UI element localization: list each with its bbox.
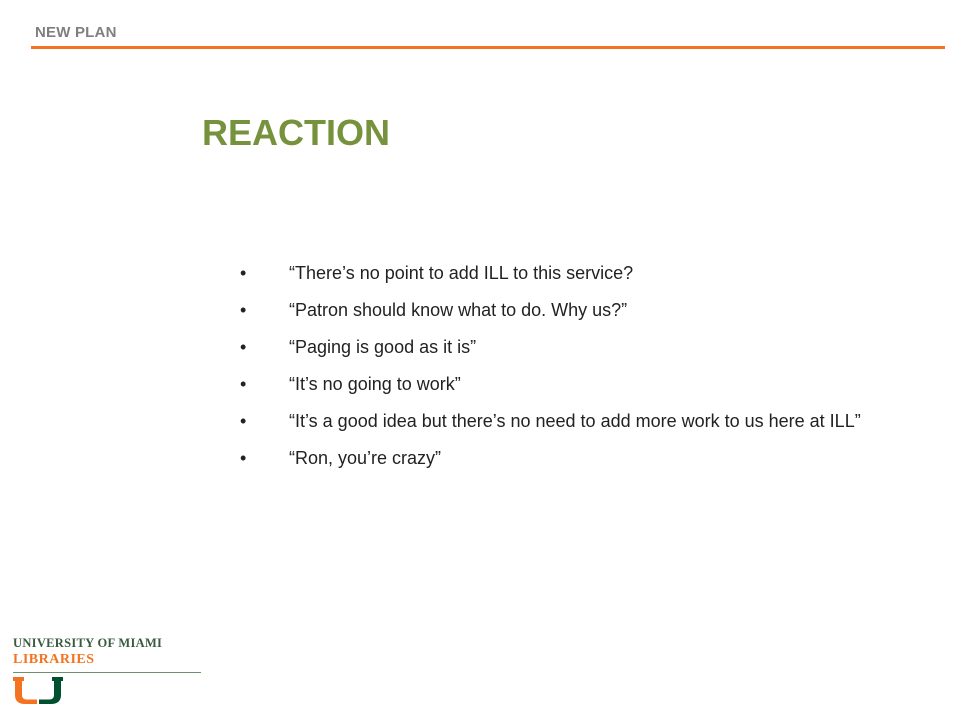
list-item (240, 292, 880, 329)
bullet-list (240, 255, 880, 477)
bullet-text: “Ron, you’re crazy” (289, 448, 442, 468)
section-label: NEW PLAN (35, 24, 117, 41)
list-item (240, 403, 880, 440)
bullet-text: “Patron should know what to do. Why us?” (289, 300, 628, 320)
logo-divider (13, 672, 201, 673)
list-item (240, 366, 880, 403)
bullet-dot: • (240, 374, 247, 394)
logo-university-text: UNIVERSITY OF MIAMI (13, 636, 163, 650)
bullet-text: “It’s no going to work” (289, 374, 461, 394)
bullet-text: “It’s a good idea but there’s no need to add more work to us here at ILL” (289, 411, 861, 431)
bullet-dot: • (240, 337, 247, 357)
bullet-dot: • (240, 411, 247, 431)
bullet-dot: • (240, 300, 247, 320)
bullet-text: “There’s no point to add ILL to this service? (289, 263, 634, 283)
u-logo-icon (13, 677, 63, 704)
slide-title: REACTION (202, 112, 390, 153)
header-divider (31, 46, 945, 49)
list-item (240, 440, 880, 477)
bullet-dot: • (240, 263, 247, 283)
list-item (240, 329, 880, 366)
list-item (240, 255, 880, 292)
university-logo (13, 636, 203, 708)
bullet-dot: • (240, 448, 247, 468)
logo-libraries-text: LIBRARIES (13, 652, 95, 667)
bullet-text: “Paging is good as it is” (289, 337, 477, 357)
